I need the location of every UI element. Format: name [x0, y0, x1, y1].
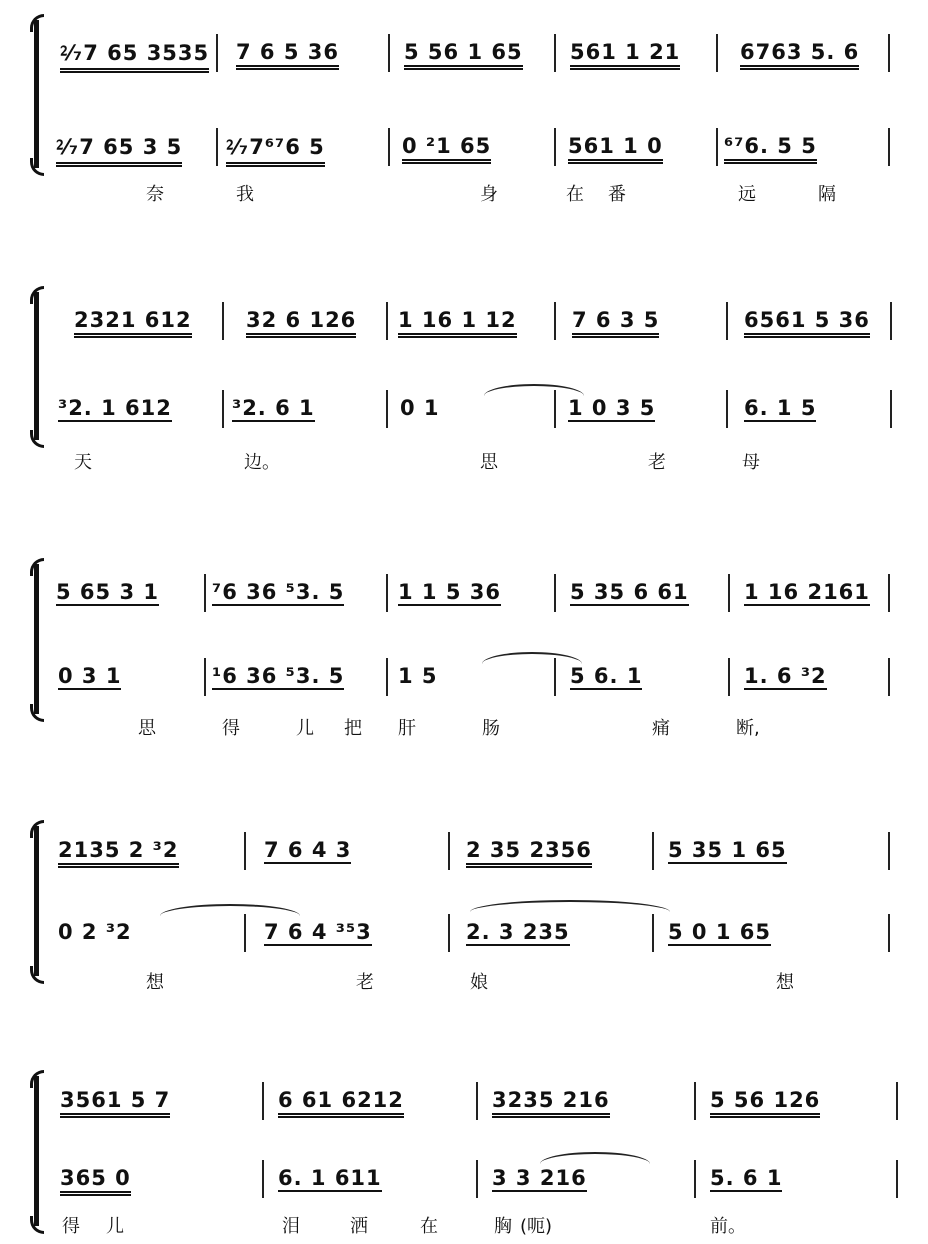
score-system-1 [0, 20, 928, 205]
barline [476, 1082, 478, 1120]
measure: ⁶⁷6. 5 5 [724, 134, 817, 164]
barline [896, 1082, 898, 1120]
barline [652, 914, 654, 952]
measure: 6. 1 611 [278, 1166, 382, 1190]
barline [554, 390, 556, 428]
lyric-char: 边。 [244, 452, 280, 473]
upper-part-row [0, 574, 928, 614]
barline [888, 574, 890, 612]
measure: 3 3 216 [492, 1166, 587, 1190]
measure: 5. 6 1 [710, 1166, 783, 1190]
lyric-char: 洒 [350, 1216, 368, 1237]
lyric-char: 思 [138, 718, 156, 739]
barline [448, 832, 450, 870]
tie-arc [482, 652, 582, 664]
barline [728, 574, 730, 612]
lyric-char: 得 [62, 1216, 80, 1237]
measure: ⁲⁄₇7 65 3535 [60, 40, 209, 73]
upper-part-row [0, 34, 928, 74]
barline [244, 832, 246, 870]
barline [216, 128, 218, 166]
measure: 5 0 1 65 [668, 920, 771, 944]
barline [388, 34, 390, 72]
measure: 1 16 2161 [744, 580, 870, 604]
measure: ⁲⁄₇7⁶⁷6 5 [226, 134, 325, 167]
lyrics-row [0, 1212, 928, 1238]
bracket-bottom-curve [30, 430, 44, 448]
score-system-5 [0, 1076, 928, 1244]
lyric-char: 断, [736, 718, 760, 739]
lyric-char: 肠 [482, 718, 500, 739]
measure: ⁲⁄₇7 65 3 5 [56, 134, 182, 167]
measure: 1 5 [398, 664, 438, 688]
barline [652, 832, 654, 870]
lyric-char: 隔 [818, 184, 836, 205]
measure: 5 6. 1 [570, 664, 643, 688]
lyrics-row [0, 714, 928, 740]
barline [222, 390, 224, 428]
barline [386, 390, 388, 428]
measure: 1 0 3 5 [568, 396, 656, 420]
score-system-3 [0, 564, 928, 744]
barline [448, 914, 450, 952]
lyrics-row [0, 448, 928, 474]
measure: 6. 1 5 [744, 396, 817, 420]
tie-arc [160, 904, 300, 916]
measure: 6561 5 36 [744, 308, 870, 338]
lower-part-row [0, 658, 928, 698]
lyrics-row [0, 180, 928, 206]
lyric-char: 天 [74, 452, 92, 473]
lyric-char: 把 [344, 718, 362, 739]
lyric-char: 前。 [710, 1216, 746, 1237]
lyric-char: 番 [608, 184, 626, 205]
barline [554, 658, 556, 696]
measure: 5 35 6 61 [570, 580, 689, 604]
lyric-char: 儿 [296, 718, 314, 739]
barline [244, 914, 246, 952]
lower-part-row [0, 390, 928, 430]
barline [716, 128, 718, 166]
barline [890, 302, 892, 340]
lyric-char: 老 [356, 972, 374, 993]
lyric-char: 肝 [398, 718, 416, 739]
lyric-char: 泪 [282, 1216, 300, 1237]
tie-arc [540, 1152, 650, 1164]
barline [888, 832, 890, 870]
lyric-char: 痛 [652, 718, 670, 739]
barline [262, 1082, 264, 1120]
measure: 2. 3 235 [466, 920, 570, 944]
lyric-char: 身 [480, 184, 498, 205]
barline [554, 128, 556, 166]
barline [694, 1082, 696, 1120]
measure: ¹6 36 ⁵3. 5 [212, 664, 345, 688]
measure: 2 35 2356 [466, 838, 592, 868]
lower-part-row [0, 914, 928, 954]
lyric-char: 在 [420, 1216, 438, 1237]
lyric-char: 得 [222, 718, 240, 739]
measure: 7 6 4 3 [264, 838, 352, 862]
measure: 5 65 3 1 [56, 580, 159, 604]
lyric-char: 儿 [106, 1216, 124, 1237]
measure: ³2. 6 1 [232, 396, 315, 420]
measure: 6763 5. 6 [740, 40, 859, 70]
barline [554, 302, 556, 340]
lyric-char: 想 [776, 972, 794, 993]
barline [888, 128, 890, 166]
measure: 5 56 126 [710, 1088, 820, 1118]
score-system-4 [0, 826, 928, 1006]
measure: 0 3 1 [58, 664, 122, 688]
lower-part-row [0, 1160, 928, 1200]
barline [716, 34, 718, 72]
measure: 1 1 5 36 [398, 580, 501, 604]
measure: 7 6 3 5 [572, 308, 659, 338]
measure: 365 0 [60, 1166, 131, 1196]
tie-arc [470, 900, 670, 912]
bracket-top-curve [30, 14, 44, 32]
barline [476, 1160, 478, 1198]
barline [204, 658, 206, 696]
upper-part-row [0, 832, 928, 872]
barline [890, 390, 892, 428]
lyric-char: 奈 [146, 184, 164, 205]
barline [554, 34, 556, 72]
measure: 5 35 1 65 [668, 838, 787, 862]
lyric-char: 我 [236, 184, 254, 205]
barline [554, 574, 556, 612]
measure: 3561 5 7 [60, 1088, 170, 1118]
measure: 32 6 126 [246, 308, 356, 338]
barline [726, 302, 728, 340]
measure: 561 1 21 [570, 40, 680, 70]
barline [386, 574, 388, 612]
lyric-char: 母 [742, 452, 760, 473]
measure: 5 56 1 65 [404, 40, 523, 70]
measure: ³2. 1 612 [58, 396, 172, 420]
lyric-char: 思 [480, 452, 498, 473]
upper-part-row [0, 1082, 928, 1122]
measure: ⁷6 36 ⁵3. 5 [212, 580, 345, 604]
measure: 1. 6 ³2 [744, 664, 827, 688]
measure: 6 61 6212 [278, 1088, 404, 1118]
barline [694, 1160, 696, 1198]
measure: 0 1 [400, 396, 440, 420]
barline [726, 390, 728, 428]
lyric-char: 想 [146, 972, 164, 993]
barline [728, 658, 730, 696]
tie-arc [484, 384, 584, 396]
measure: 3235 216 [492, 1088, 610, 1118]
measure: 561 1 0 [568, 134, 663, 164]
measure: 0 2 ³2 [58, 920, 132, 944]
lyric-char: 远 [738, 184, 756, 205]
barline [888, 34, 890, 72]
lyric-char: (呃) [520, 1216, 553, 1237]
upper-part-row [0, 302, 928, 342]
barline [386, 302, 388, 340]
barline [216, 34, 218, 72]
barline [896, 1160, 898, 1198]
lyric-char: 娘 [470, 972, 488, 993]
lyric-char: 老 [648, 452, 666, 473]
barline [222, 302, 224, 340]
measure: 0 ²1 65 [402, 134, 491, 164]
barline [262, 1160, 264, 1198]
lower-part-row [0, 128, 928, 168]
barline [386, 658, 388, 696]
lyric-char: 在 [566, 184, 584, 205]
measure: 1 16 1 12 [398, 308, 517, 338]
measure: 2321 612 [74, 308, 192, 338]
measure: 2135 2 ³2 [58, 838, 179, 868]
measure: 7 6 5 36 [236, 40, 339, 70]
lyrics-row [0, 968, 928, 994]
measure: 7 6 4 ³⁵3 [264, 920, 372, 944]
barline [388, 128, 390, 166]
barline [888, 658, 890, 696]
barline [888, 914, 890, 952]
score-system-2 [0, 292, 928, 472]
barline [204, 574, 206, 612]
lyric-char: 胸 [494, 1216, 512, 1237]
